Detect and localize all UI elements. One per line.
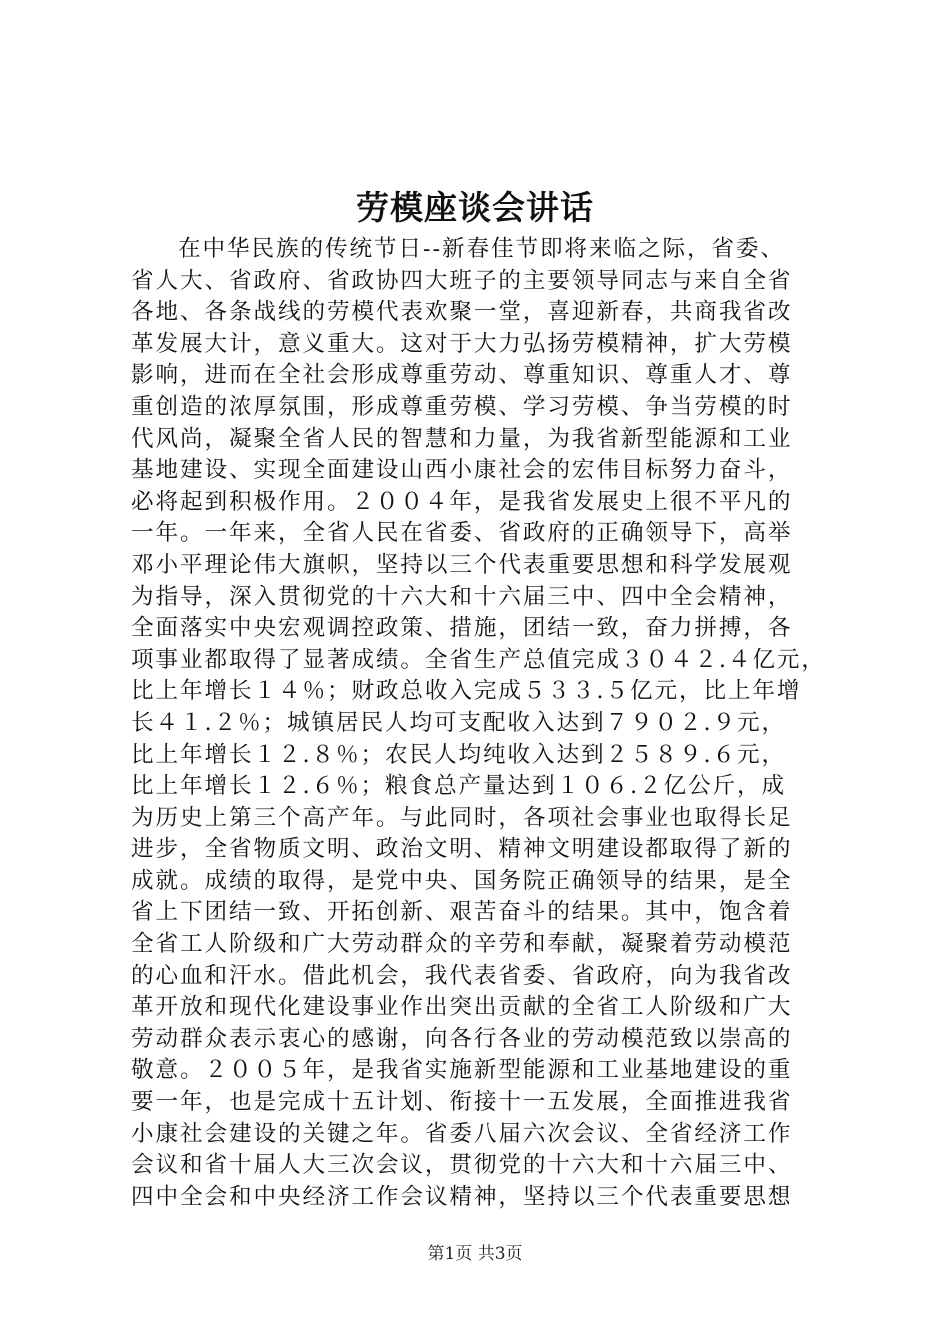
body-line: 成就。成绩的取得，是党中央、国务院正确领导的结果，是全 bbox=[131, 867, 793, 894]
body-line: 重创造的浓厚氛围，形成尊重劳模、学习劳模、争当劳模的时 bbox=[131, 393, 793, 420]
body-line: 一年。一年来，全省人民在省委、省政府的正确领导下，高举 bbox=[131, 520, 793, 547]
body-line: 长４１.２％；城镇居民人均可支配收入达到７９０２.９元， bbox=[131, 709, 787, 736]
body-line: 全面落实中央宏观调控政策、措施，团结一致，奋力拼搏，各 bbox=[131, 615, 793, 642]
body-line: 代风尚，凝聚全省人民的智慧和力量，为我省新型能源和工业 bbox=[131, 425, 793, 452]
body-line: 敬意。２００５年，是我省实施新型能源和工业基地建设的重 bbox=[131, 1057, 793, 1084]
document-title: 劳模座谈会讲话 bbox=[356, 188, 594, 227]
body-line: 必将起到积极作用。２００４年，是我省发展史上很不平凡的 bbox=[131, 488, 793, 515]
body-line: 全省工人阶级和广大劳动群众的辛劳和奉献，凝聚着劳动模范 bbox=[131, 931, 793, 958]
body-line: 要一年，也是完成十五计划、衔接十一五发展，全面推进我省 bbox=[131, 1089, 793, 1116]
body-line: 为历史上第三个高产年。与此同时，各项社会事业也取得长足 bbox=[131, 804, 793, 831]
body-line: 省人大、省政府、省政协四大班子的主要领导同志与来自全省 bbox=[131, 267, 793, 294]
page-footer: 第1页 共3页 bbox=[427, 1244, 523, 1264]
body-line: 影响，进而在全社会形成尊重劳动、尊重知识、尊重人才、尊 bbox=[131, 362, 793, 389]
body-line: 革开放和现代化建设事业作出突出贡献的全省工人阶级和广大 bbox=[131, 994, 793, 1021]
body-line: 比上年增长１２.８％；农民人均纯收入达到２５８９.６元， bbox=[131, 741, 787, 768]
body-line: 革发展大计，意义重大。这对于大力弘扬劳模精神，扩大劳模 bbox=[131, 330, 793, 357]
body-line: 项事业都取得了显著成绩。全省生产总值完成３０４２.４亿元， bbox=[131, 646, 826, 673]
body-line: 会议和省十届人大三次会议，贯彻党的十六大和十六届三中、 bbox=[131, 1152, 793, 1179]
body-line: 各地、各条战线的劳模代表欢聚一堂，喜迎新春，共商我省改 bbox=[131, 299, 793, 326]
body-line: 劳动群众表示衷心的感谢，向各行各业的劳动模范致以崇高的 bbox=[131, 1025, 793, 1052]
body-line: 在中华民族的传统节日--新春佳节即将来临之际，省委、 bbox=[178, 236, 785, 262]
body-line: 基地建设、实现全面建设山西小康社会的宏伟目标努力奋斗， bbox=[131, 457, 793, 484]
body-line: 小康社会建设的关键之年。省委八届六次会议、全省经济工作 bbox=[131, 1120, 793, 1147]
body-line: 邓小平理论伟大旗帜，坚持以三个代表重要思想和科学发展观 bbox=[131, 551, 793, 578]
body-line: 比上年增长１２.６％；粮食总产量达到１０６.２亿公斤，成 bbox=[131, 773, 787, 800]
body-line: 省上下团结一致、开拓创新、艰苦奋斗的结果。其中，饱含着 bbox=[131, 899, 793, 926]
body-line: 进步，全省物质文明、政治文明、精神文明建设都取得了新的 bbox=[131, 836, 793, 863]
document-body bbox=[131, 234, 831, 1213]
body-line: 为指导，深入贯彻党的十六大和十六届三中、四中全会精神， bbox=[131, 583, 793, 610]
body-line: 的心血和汗水。借此机会，我代表省委、省政府，向为我省改 bbox=[131, 962, 793, 989]
body-line: 比上年增长１４％；财政总收入完成５３３.５亿元，比上年增 bbox=[131, 678, 802, 705]
body-line: 四中全会和中央经济工作会议精神，坚持以三个代表重要思想 bbox=[131, 1183, 793, 1210]
